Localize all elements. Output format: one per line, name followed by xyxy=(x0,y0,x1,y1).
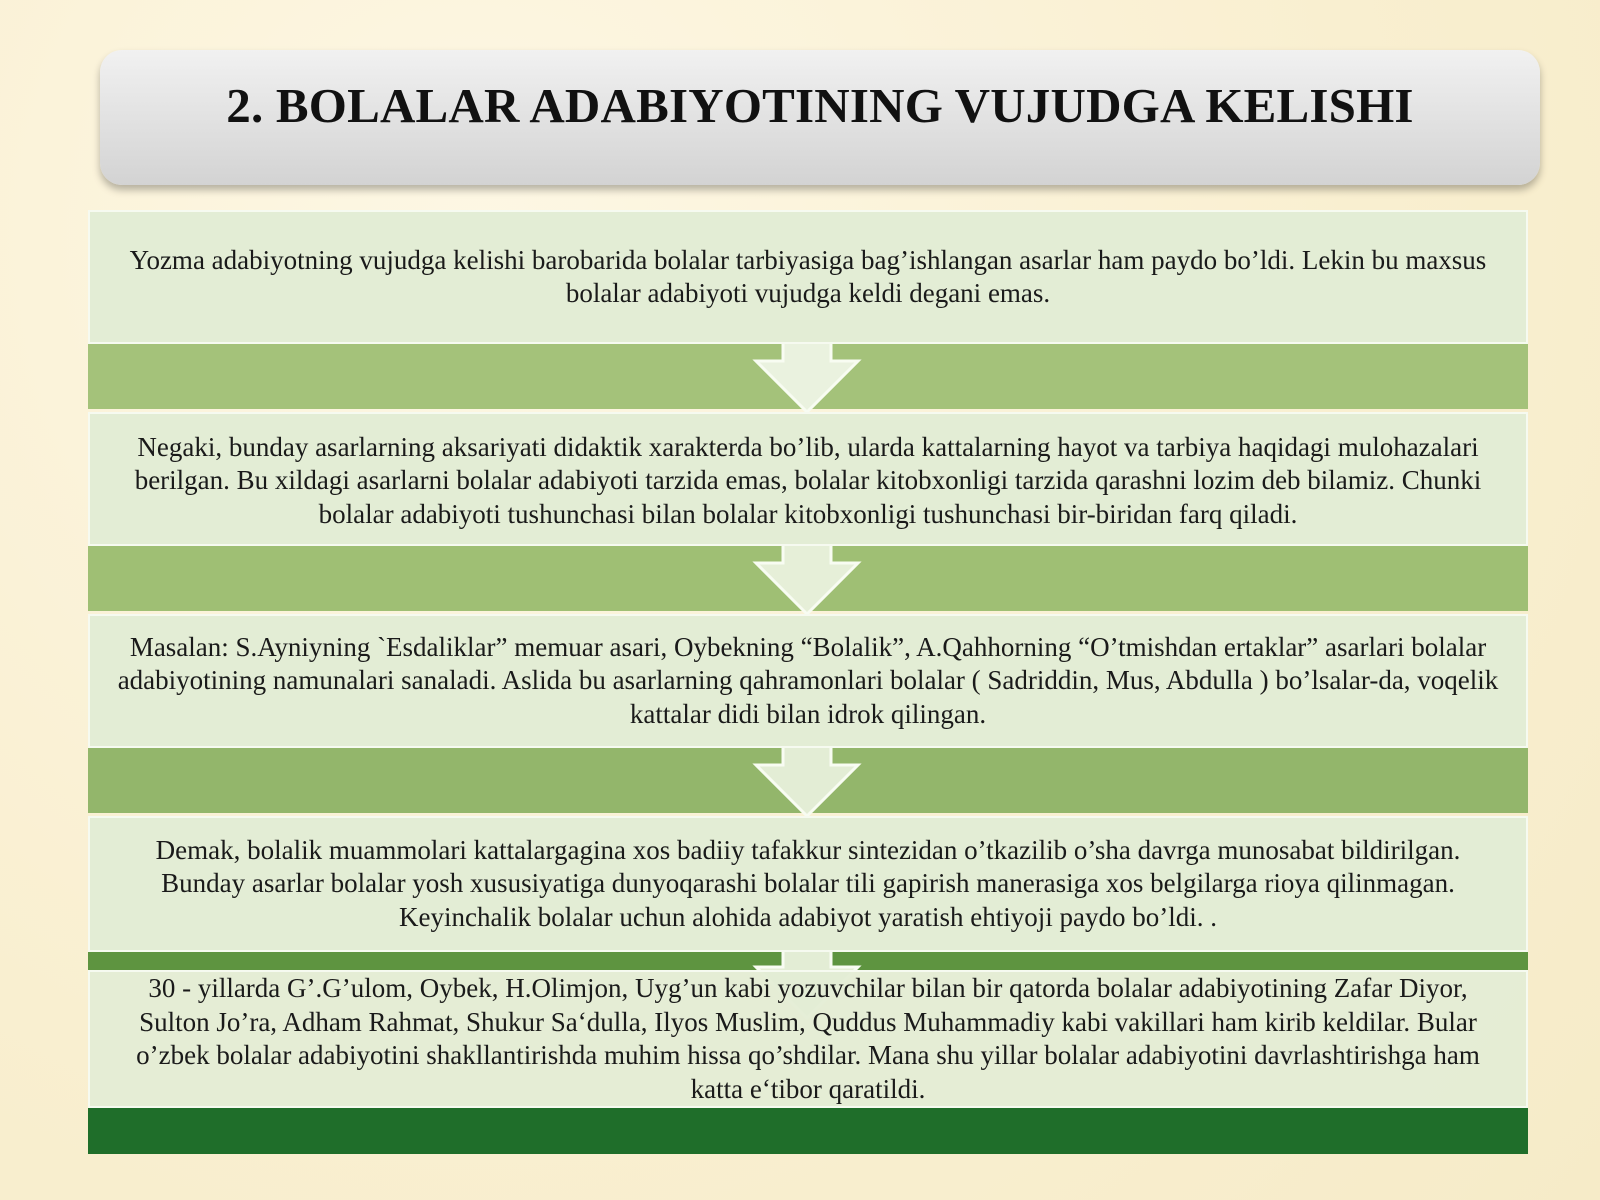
text-block-4 xyxy=(88,816,1528,952)
text-block-1-text: Yozma adabiyotning vujudga kelishi barobarida bolalar tarbiyasiga bag’ishlangan asarlar ham paydo bo’ldi. Lekin bu maxsus bolalar adabiyoti vujudga keldi degani emas. xyxy=(129,244,1487,308)
flow-band-5 xyxy=(88,1108,1528,1154)
slide-title: 2. BOLALAR ADABIYOTINING VUJUDGA KELISHI xyxy=(226,78,1414,133)
text-block-3 xyxy=(88,614,1528,748)
text-block-5 xyxy=(88,970,1528,1108)
text-block-1 xyxy=(88,210,1528,344)
chevron-down-arrow-icon xyxy=(752,744,862,818)
chevron-down-arrow-icon xyxy=(752,340,862,414)
text-block-2 xyxy=(88,412,1528,546)
text-block-3-text: Masalan: S.Ayniyning `Esdaliklar” memuar asari, Oybekning “Bolalik”, A.Qahhorning “O’tmishdan ertaklar” asarlari bolalar adabiyotining namunalari sanaladi. Aslida bu asarlarning qahramonlari bolalar ( Sadriddin, Mus, Abdulla ) bo’lsalar-da, voqelik kattalar didi bilan idrok qilingan. xyxy=(117,631,1499,729)
chevron-down-arrow-icon xyxy=(752,542,862,616)
text-block-4-text: Demak, bolalik muammolari kattalargagina xos badiiy tafakkur sintezidan o’tkazilib o’sha davrga munosabat bildirilgan. Bunday asarlar bolalar yosh xususiyatiga dunyoqarashi bolalar tili gapirish manerasiga xos belgilarga rioya qilinmagan. Keyinchalik bolalar uchun alohida adabiyot yaratish ehtiyoji paydo bo’ldi. . xyxy=(155,834,1461,932)
title-banner xyxy=(100,50,1540,185)
text-block-5-text: 30 - yillarda G’.G’ulom, Oybek, H.Olimjon, Uyg’un kabi yozuvchilar bilan bir qatorda bolalar adabiyotining Zafar Diyor, Sulton Jo’ra, Adham Rahmat, Shukur Sa‘dulla, Ilyos Muslim, Quddus Muhammadiy kabi vakillari ham kirib keldilar. Bular o’zbek bolalar adabiyotini shakllantirishda muhim hissa qo’shdilar. Mana shu yillar bolalar adabiyotini davrlashtirishga ham katta e‘tibor qaratildi. xyxy=(136,973,1480,1104)
text-block-2-text: Negaki, bunday asarlarning aksariyati didaktik xarakterda bo’lib, ularda kattalarning hayot va tarbiya haqidagi mulohazalari berilgan. Bu xildagi asarlarni bolalar adabiyoti tarzida emas, bolalar kitobxonligi tarzida qarashni lozim deb bilamiz. Chunki bolalar adabiyoti tushunchasi bilan bolalar kitobxonligi tushunchasi bir-biridan farq qiladi. xyxy=(134,431,1482,529)
